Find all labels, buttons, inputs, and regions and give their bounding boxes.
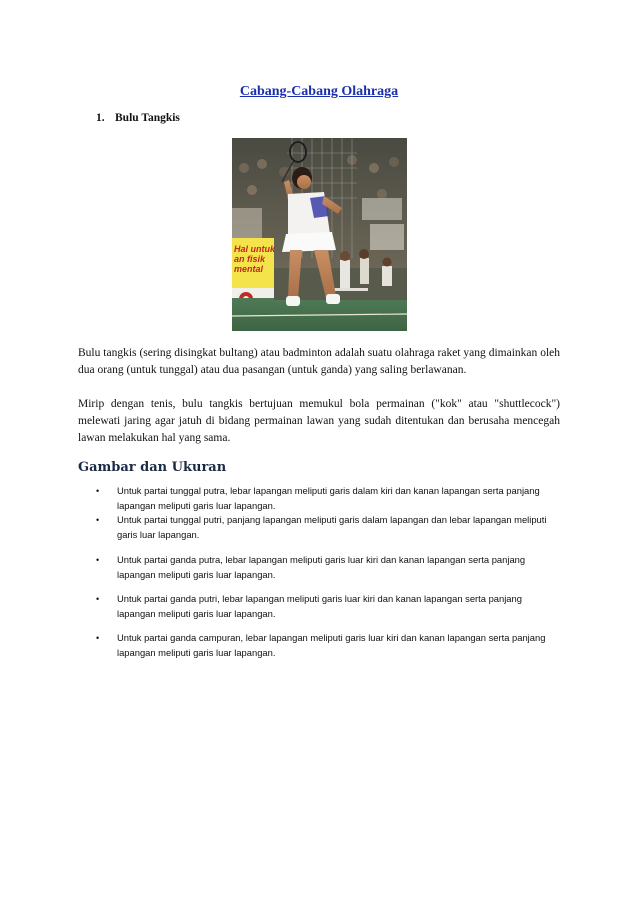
banner-text-2: an fisik <box>234 254 266 264</box>
badminton-player-photo <box>232 138 407 331</box>
photo-illustration <box>232 138 407 331</box>
banner-text-3: mental <box>234 264 264 274</box>
section-heading-bulu-tangkis <box>96 112 180 124</box>
bullet-icon: • <box>96 515 100 525</box>
list-item-text: Untuk partai ganda putri, lebar lapangan meliputi garis luar kiri dan kanan lapangan serta panjang lapangan meliputi garis luar lapangan. <box>117 593 522 619</box>
bullet-icon: • <box>96 555 100 565</box>
list-item-text: Untuk partai tunggal putri, panjang lapangan meliputi garis dalam lapangan dan lebar lapangan meliputi garis luar lapangan. <box>117 514 547 540</box>
list-item-text: Untuk partai ganda putra, lebar lapangan meliputi garis luar kiri dan kanan lapangan serta panjang lapangan meliputi garis luar lapangan. <box>117 554 526 580</box>
bullet-icon: • <box>96 594 100 604</box>
section-label: Bulu Tangkis <box>115 112 180 124</box>
paragraph-objective: Mirip dengan tenis, bulu tangkis bertujuan memukul bola permainan ("kok" atau "shuttlecock") melewati jaring agar jatuh di bidang permainan lawan yang sudah ditentukan dan berusaha mencegah lawan melakukan hal yang sama. <box>78 398 560 445</box>
paragraph-definition: Bulu tangkis (sering disingkat bultang) atau badminton adalah suatu olahraga raket yang dimainkan oleh dua orang (untuk tunggal) atau dua pasangan (untuk ganda) yang saling berlawanan. <box>78 347 560 377</box>
subheading-gambar-dan-ukuran: Gambar dan Ukuran <box>78 460 227 475</box>
section-number: 1. <box>96 112 105 124</box>
list-item-text: Untuk partai tunggal putra, lebar lapangan meliputi garis dalam kiri dan kanan lapangan serta panjang lapangan meliputi garis luar lapangan. <box>117 485 540 511</box>
bullet-icon: • <box>96 486 100 496</box>
bullet-icon: • <box>96 633 100 643</box>
list-item-text: Untuk partai ganda campuran, lebar lapangan meliputi garis luar kiri dan kanan lapangan serta panjang lapangan meliputi garis luar lapangan. <box>117 632 546 658</box>
document-title: Cabang-Cabang Olahraga <box>239 84 399 99</box>
banner-text-1: Hal untuk <box>234 244 276 254</box>
